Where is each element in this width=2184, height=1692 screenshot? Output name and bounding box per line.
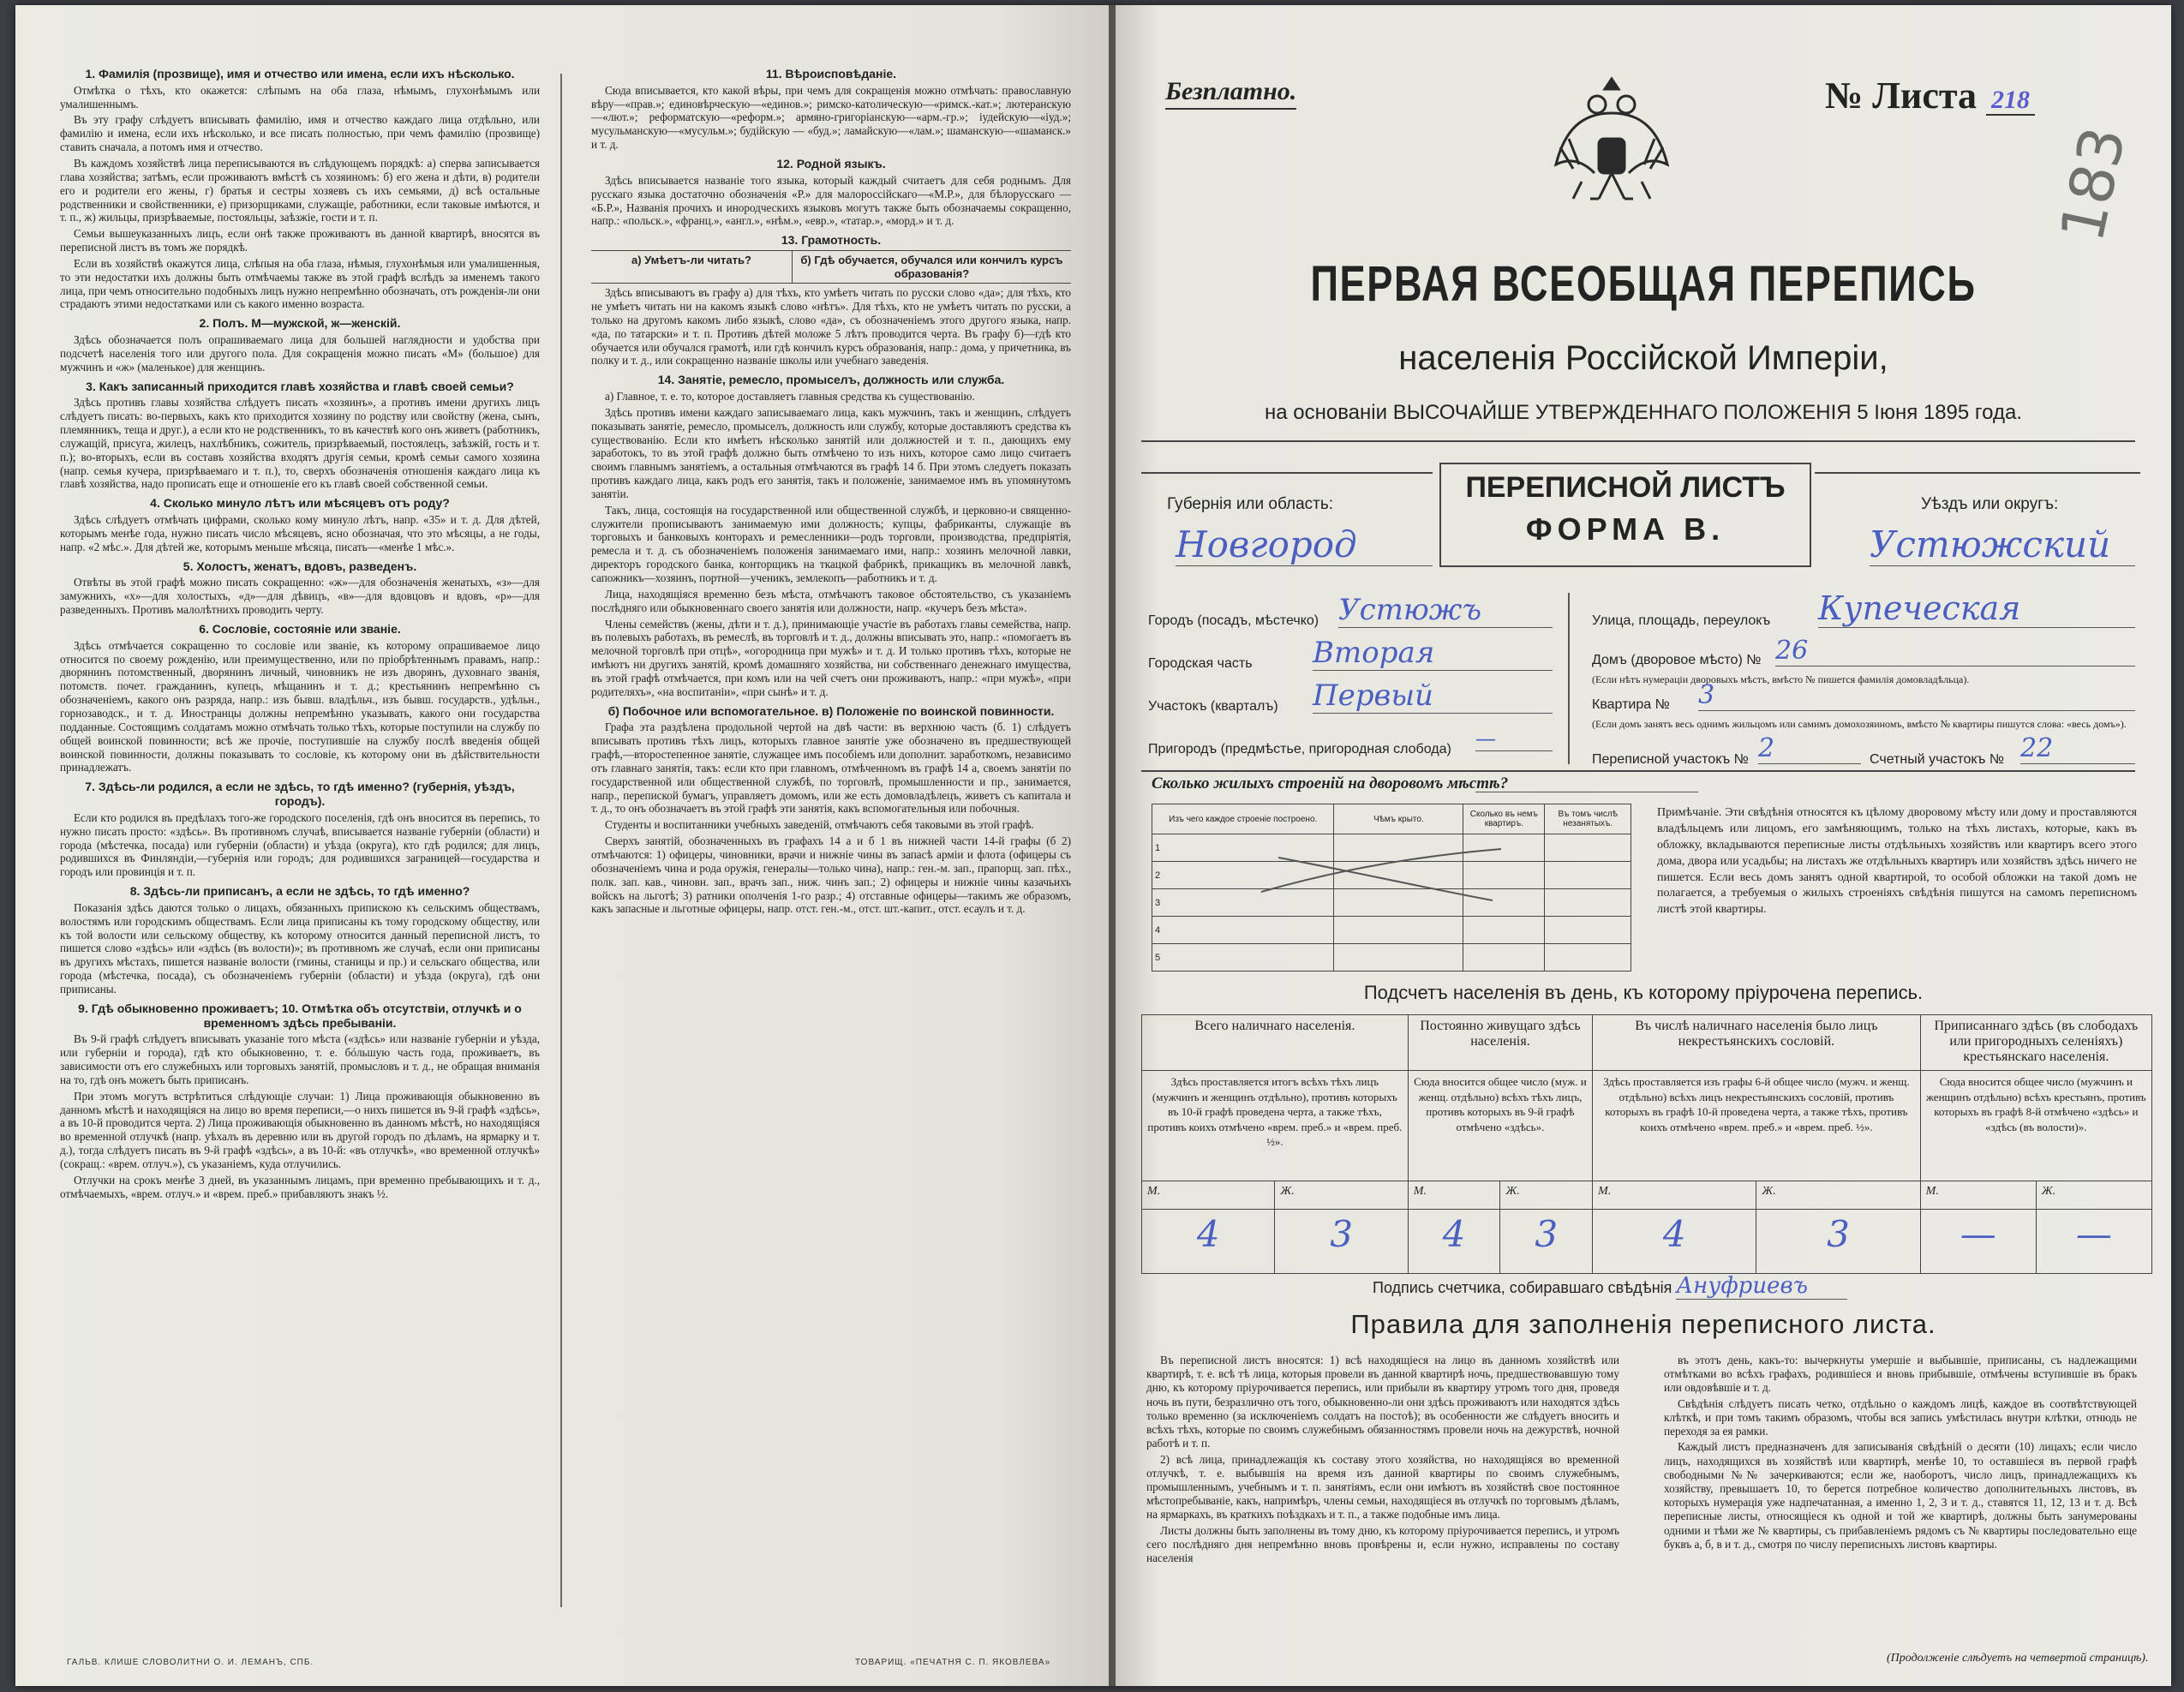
instruction-paragraph: Здѣсь противъ имени каждаго записываемаго лица, какъ мужчинъ, такъ и женщинъ, слѣдуетъ показывать занятіе, ремесло, промыселъ, должность или службу, которые доставляютъ средства къ существованію. Если кто имѣетъ нѣсколько занятій или должностей и т. п., дающихъ ему заработокъ, то въ этой графѣ должно быть отмѣчено то изъ нихъ, которое само лицо считаетъ своимъ главнымъ занятіемъ, а остальныя отмѣчаются въ графѣ 14 б. При этомъ следуетъ показать противъ каждаго лица, какъ родъ его занятія, такъ и положеніе, занимаемое имъ въ упомянутомъ занятіи. (591, 405, 1071, 500)
census-sheet-spread (15, 5, 2171, 1686)
female-col: Ж. (1275, 1181, 1408, 1210)
bld-header-vacant: Въ томъ числѣ незанятыхъ. (1545, 804, 1631, 834)
bld-header-flats: Сколько въ немъ квартиръ. (1463, 804, 1545, 834)
rules-title: Правила для заполненія переписного листа. (1350, 1309, 1936, 1339)
instruction-paragraph: Сверхъ занятій, обозначенныхъ въ графахъ 14 а и б 1 въ нижней части 14-й графы (б 2) отмѣчаются: 1) офицеры, чиновники, врачи и нижніе чины въ запасѣ арміи и флота (офицеры съ обозначеніемъ чина и рода оружія, генералы—только чина), напр.: ген.-м. зап., прапорщ. зап. пѣх., полк. зап. кав., чиновн. зап., врачъ зап., ниж. чинъ зап.; 2) офицеры и нижніе чины казачьихъ войскъ на льготѣ; 3) ратники ополченія 1-го разр.; 4) отставные офицеры—такимъ же образомъ, какъ запасные и льготные офицеры, напр. отст. ген.-м., отст. шт.-капит., отст. есаулъ и т. д. (591, 834, 1071, 916)
poll-head-permanent: Постоянно живущаго здѣсь населенія. (1408, 1015, 1592, 1071)
sector-value: Первый (1313, 679, 1553, 714)
instruction-heading: б) Побочное или вспомогательное. в) Положеніе по воинской повинности. (607, 703, 1055, 718)
header-rule (1141, 440, 2135, 442)
count-sector-label: Счетный участокъ № (1870, 752, 2005, 767)
sector-label: Участокъ (кварталъ) (1148, 699, 1278, 714)
poll-desc-non-peasant: Здѣсь проставляется изъ графы 6-й общее число (мужч. и женщ. отдѣльно) всѣхъ лицъ некрестьянскихъ сословій, противъ которыхъ въ графѣ 10-й проведена черта, а также тѣхъ, противъ коихъ отмѣчено «врем. преб.» и «врем. преб. ½». (1593, 1071, 1921, 1181)
bld-row-number: 4 (1152, 917, 1334, 944)
instruction-heading: 3. Какъ записанный приходится главѣ хозяйства и главѣ своей семьи? (86, 379, 514, 393)
enumerator-signature-line (1373, 1273, 1847, 1300)
instruction-paragraph: Отвѣты въ этой графѣ можно писать сокращенно: «ж»—для обозначенія женатыхъ, «з»—для замужнихъ, «х»—для холостыхъ, «д»—для дѣвицъ, «в»—для вдовцовъ и вдовъ, «р»—для разведенныхъ. Противъ малолѣтнихъ проводить черту. (60, 576, 540, 617)
sheet-number (1825, 74, 2035, 117)
instruction-heading: 8. Здѣсь-ли приписанъ, а если не здѣсь, то гдѣ именно? (129, 884, 470, 899)
enumerator-signature: Ануфриевъ (1676, 1273, 1847, 1300)
instruction-heading: 13. Грамотность. (781, 233, 882, 248)
male-col: М. (1142, 1181, 1275, 1210)
form-type: ФОРМА В. (1525, 511, 1726, 547)
continued-note: (Продолженіе слѣдуетъ на четвертой страницѣ). (1887, 1652, 2149, 1665)
flat-note: (Если домъ занятъ весь однимъ жильцомъ или самимъ домохозяиномъ, вмѣсто № квартиры пишутся слова: «весь домъ»). (1592, 718, 2127, 730)
count-sector-value: 22 (2020, 733, 2135, 764)
instruction-paragraph: Такъ, лица, состоящія на государственной или общественной службѣ, и церковно-и священно-служители прописываютъ занимаемую ими должность; купцы, фабриканты, служащіе въ торговыхъ и банковыхъ конторахъ и ремесленники—родъ торговли, производства, предпріятія, ремесла и т. д. съ обозначеніемъ положенія занимаемаго ими, напр.: хозяинъ мелочной лавки, директоръ городского банка, конторщикъ на ткацкой фабрикѣ, прикащикъ въ мелочной лавкѣ, сапожникъ—хозяинъ, портной—ученикъ, землекопъ—работникъ и т. д. (591, 503, 1071, 584)
rule-paragraph: Листы должны быть заполнены въ тому дню, къ которому пріурочивается перепись, и утромъ сего послѣдняго дня непремѣнно вновь провѣрены и, если нужно, исправлены по составу населенія (1146, 1523, 1619, 1565)
bld-header-roof: Чѣмъ крыто. (1334, 804, 1463, 834)
house-label: Домъ (дворовое мѣсто) № (1592, 653, 1762, 667)
guberniya-value: Новгород (1176, 523, 1433, 566)
flat-value: 3 (1698, 680, 2135, 711)
instruction-heading: 6. Сословіе, состояніе или званіе. (199, 621, 401, 636)
instruction-heading: 7. Здѣсь-ли родился, а если не здѣсь, то гдѣ именно? (губернія, уѣздъ, городъ). (85, 780, 515, 809)
literacy-education: б) Гдѣ обучается, обучался или кончилъ курсъ образованія? (800, 253, 1063, 280)
peasant-male-value: — (1920, 1210, 2036, 1274)
instruction-paragraph: Здѣсь противъ главы хозяйства слѣдуетъ писать «хозяинъ», а противъ имени другихъ лицъ слѣдуетъ писать: во-первыхъ, какъ кто приходится хозяину по родству или свойству (жена, сынъ, племянникъ, теща и друг.), а если кто не родственникъ, то въ качествѣ кого онъ живетъ (работникъ, служащій, присуга, жилецъ, нахлѣбникъ, сожитель, призрѣваемый, постоялецъ, заѣзжій, гость и т. п.); во-вторыхъ, если въ составъ хозяйства входятъ другія семьи, кромѣ семьи самого хозяина (напр. семья кучера, призрѣваемаго и т. п.), то, сверхъ обозначенія отношенія каждаго лица къ главѣ хозяйства, надо прописать еще и отношеніе его къ главѣ своей собственной семьи. (60, 396, 540, 491)
uezd-label: Уѣздъ или округъ: (1921, 495, 2059, 513)
instruction-heading: 4. Сколько минуло лѣтъ или мѣсяцевъ отъ роду? (150, 496, 450, 511)
buildings-note: Примѣчаніе. Эти свѣдѣнія относятся къ цѣлому дворовому мѣсту или дому и проставляются владѣльцемъ или лицомъ, его замѣняющимъ, только на тѣхъ листахъ, которые, какъ въ обложку, вкладываются переписные листы отдѣльныхъ хозяйствъ или квартиръ всего этого дома, двора или усадьбы; на листахъ же отдѣльныхъ квартиръ или хозяйствъ здѣсь ничего не пишется. Если весь домъ занятъ одной квартирой, то особой обложки на такой домъ не полагается, а требуемыя о жилыхъ строеніяхъ свѣдѣнія пишутся на самомъ переписномъ листѣ этой квартиры. (1657, 806, 2137, 917)
instruction-heading: 1. Фамилія (прозвище), имя и отчество или имена, если ихъ нѣсколько. (85, 67, 515, 81)
literacy-can-read: а) Умѣетъ-ли читать? (591, 251, 793, 283)
non-peasant-male-value: 4 (1593, 1210, 1756, 1274)
address-divider (1568, 593, 1570, 764)
city-value: Устюжъ (1338, 593, 1553, 628)
census-decree-line: на основаніи ВЫСОЧАЙШЕ УТВЕРЖДЕННАГО ПОЛОЖЕНІЯ 5 Іюня 1895 года. (1264, 401, 2022, 424)
instruction-paragraph: Здѣсь обозначается полъ опрашиваемаго лица для большей наглядности и удобства при подсчетѣ населенія того или другого пола. Для сокращенія можно писать «М» (большое) для мужчинъ и «ж» (маленькое) для женщинъ. (60, 333, 540, 374)
census-title: ПЕРВАЯ ВСЕОБЩАЯ ПЕРЕПИСЬ (1310, 256, 1977, 312)
pencil-archive-number: 183 (2046, 121, 2139, 248)
buildings-question: Сколько жилыхъ строеній на дворовомъ мѣстѣ? (1152, 774, 1509, 792)
poll-desc-peasant: Сюда вносится общее число (мужчинъ и женщинъ отдѣльно) всѣхъ крестьянъ, противъ которыхъ въ графѣ 8-й отмѣчено «здѣсь» и «здѣсь (въ волости)». (1920, 1071, 2151, 1181)
instruction-heading: 11. Вѣроисповѣданіе. (765, 67, 897, 81)
city-part-label: Городская часть (1148, 656, 1253, 671)
uezd-value: Устюжский (1870, 523, 2135, 566)
instruction-paragraph: Въ каждомъ хозяйствѣ лица переписываются въ слѣдующемъ порядкѣ: а) сперва записывается глава хозяйства; затѣмъ, если проживаютъ вмѣстѣ съ хозяиномъ: б) его жена и дѣти, в) родители его и родители его жены, г) братья и сестры хозяевъ съ ихъ семьями, д) всѣ остальные родственники и свойственники, е) призорщиками, служащіе, работники, если таковые имѣются, и т. п., ж) жильцы, призрѣваемые, постояльцы, заѣзжіе, гости и т. п. (60, 157, 540, 224)
column-divider (560, 74, 562, 1607)
guberniya-label: Губернія или область: (1167, 495, 1334, 513)
instruction-paragraph: Сюда вписывается, кто какой вѣры, при чемъ для сокращенія можно отмѣчать: православную вѣру—«прав.»; единовѣрческую—«единов.»; римско-католическую—«римск.-кат.»; лютеранскую—«лют.»; реформатскую—«реформ.»; армяно-григоріанскую—«арм.-гр.»; іудейскую—«іуд.»; мусульманскую—«мусульм.»; будійскую — «буд.»; ламайскую—«лам.»; шаманскую—«шаманск.» и т. д. (591, 83, 1071, 152)
permanent-male-value: 4 (1408, 1210, 1500, 1274)
total-female-value: 3 (1275, 1210, 1408, 1274)
instruction-heading: 14. Занятіе, ремесло, промыселъ, должность или служба. (657, 373, 1005, 387)
enumerator-signature-label: Подпись счетчика, собиравшаго свѣдѣнія (1373, 1279, 1672, 1296)
imperial-eagle-emblem (1547, 70, 1676, 224)
bld-header-material: Изъ чего каждое строеніе построено. (1152, 804, 1334, 834)
instruction-paragraph: Лица, находящіяся временно безъ мѣста, отмѣчаютъ таковое обстоятельство, съ указаніемъ послѣдняго или обыкновеннаго своего занятія или должности, напр. «кучеръ безъ мѣста». (591, 587, 1071, 614)
rule-paragraph: Каждый листъ предназначенъ для записыванія свѣдѣній о десяти (10) лицахъ; если число лицъ, находящихся въ хозяйствѣ или квартирѣ, менѣе 10, то оставшіеся въ первой графѣ свободными №№ зачеркиваются; если же, наоборотъ, число лицъ, принадлежащихъ къ хозяйству, превышаетъ 10, то берется потребное количество дополнительныхъ листовъ, въ которыхъ нумерація уже надпечатанная, а именно 1, 2, 3 и т. д., ставятся 11, 12, 13 и т. д. Всѣ переписные листы, относящіеся къ одной и той же квартирѣ, должны быть занумерованы одними и тѣми же № квартиры, съ прибавленіемъ рядомъ съ № квартиры последовательно еще буквъ а, б, в и т. д., смотря по числу переписныхъ листовъ квартиры. (1664, 1440, 2137, 1551)
house-value: 26 (1775, 636, 2135, 667)
census-sector-value: 2 (1758, 733, 1861, 764)
poll-head-peasant: Приписаннаго здѣсь (въ слободахъ или пригородныхъ селеніяхъ) крестьянскаго населенія. (1920, 1015, 2151, 1071)
address-rule (1141, 770, 2135, 772)
instruction-paragraph: Здѣсь вписывается названіе того языка, который каждый считаетъ для себя роднымъ. Для русскаго языка достаточно обозначенія «Р.» для малороссійскаго—«М.Р.», для бѣлорусскаго — «Б.Р.», Названія прочихъ и инородческихъ языковъ могутъ также быть обозначаемы сокращенно, напр.: «польск.», «франц.», «англ.», «нѣм.», «евр.», «татар.», «морд.» и т. д. (591, 173, 1071, 228)
imprint-right: ТОВАРИЩ. «ПЕЧАТНЯ С. П. ЯКОВЛЕВА» (855, 1658, 1051, 1667)
book-gutter (1109, 5, 1116, 1686)
poll-desc-permanent: Сюда вносится общее число (муж. и женщ. отдѣльно) всѣхъ тѣхъ лицъ, противъ которыхъ въ 9-й графѣ отмѣчено «здѣсь». (1408, 1071, 1592, 1181)
census-sector-label: Переписной участокъ № (1592, 752, 1749, 767)
census-form-page (1116, 5, 2171, 1686)
instruction-paragraph: Графа эта раздѣлена продольной чертой на двѣ части: въ верхнюю часть (б. 1) слѣдуетъ вписывать противъ тѣхъ лицъ, которыхъ главное занятіе уже обозначено въ предшествующей графѣ,—второстепенное занятіе, служащее имъ пособіемъ или дополнит. заработкомъ, независимо отъ главнаго занятія, такъ: если кто при главномъ, отмѣченномъ въ графѣ 14 а, своемъ занятіи по государственной или общественной службѣ, по торговлѣ, промышленности и пр., занимается, напр., перепиской бумагъ, управляетъ домомъ, или же есть домовладѣлецъ, живетъ съ капитала и т. д., то онъ обозначаетъ въ этой графѣ эти занятія, какъ вспомогательныя или побочныя. (591, 720, 1071, 816)
flat-label: Квартира № (1592, 697, 1670, 712)
population-count-table (1141, 1014, 2152, 1274)
peasant-female-value: — (2036, 1210, 2151, 1274)
instruction-heading: 9. Гдѣ обыкновенно проживаетъ; 10. Отмѣтка объ отсутствіи, отлучкѣ и о временномъ здѣсь пребываніи. (78, 1001, 522, 1030)
house-note: (Если нѣтъ нумераціи дворовыхъ мѣстъ, вмѣсто № пишется фамилія домовладѣльца). (1592, 673, 1970, 685)
rules-column-2 (1664, 1354, 2137, 1553)
instruction-paragraph: Здѣсь слѣдуетъ отмѣчать цифрами, сколько кому минуло лѣтъ, напр. «35» и т. д. Для дѣтей, которымъ менѣе года, нужно писать число мѣсяцевъ, ясно обозначая, что это мѣсяцы, а не годы, напр. «2 мѣс.». Для дѣтей же, которымъ меньше мѣсяца, писать—«менѣе 1 мѣс.». (60, 513, 540, 553)
suburb-label: Пригородъ (предмѣстье, пригородная слобода) (1148, 742, 1451, 756)
city-label: Городъ (посадъ, мѣстечко) (1148, 613, 1319, 628)
rule-paragraph: 2) всѣ лица, принадлежащія къ составу этого хозяйства, но находящіяся во временной отлучкѣ, т. е. выбывшія на время изъ данной квартиры по своимъ служебнымъ, промышленнымъ, учебнымъ и т. п. занятіямъ, если они имѣютъ въ хозяйствѣ свое постоянное мѣстопребываніе, какъ, напримѣръ, члены семьи, находящіеся въ отлучкѣ по торговымъ дѣламъ, на ярмаркахъ, въ краткихъ поѣздкахъ и т. п., а также подобные имъ лица. (1146, 1452, 1619, 1522)
male-col: М. (1408, 1181, 1500, 1210)
literacy-subheadings (591, 250, 1071, 284)
sheet-number-label: № Листа (1825, 75, 1978, 117)
instruction-paragraph: Въ эту графу слѣдуетъ вписывать фамилію, имя и отчество каждаго лица отдѣльно, или фамилію и имена, если ихъ нѣсколько, и все писать полностью, при чемъ фамилію (прозвище) ставить сначала, а потомъ имя и отчество. (60, 113, 540, 154)
form-title: ПЕРЕПИСНОЙ ЛИСТЪ (1465, 471, 1786, 504)
instruction-paragraph: Въ 9-й графѣ слѣдуетъ вписывать указаніе того мѣста («здѣсь» или названіе губерніи и уѣзда, или губерніи и города), гдѣ кто обыкновенно, т. е. бóльшую часть года, проживаетъ, въ зависимости отъ его служебныхъ или торговыхъ занятій, промысловъ и т. д., не обращая вниманія на то, гдѣ онъ можетъ быть приписанъ. (60, 1032, 540, 1086)
instruction-heading: 12. Родной языкъ. (776, 157, 886, 171)
uezd-bracket (1815, 472, 2140, 474)
instructions-column-1 (60, 62, 540, 1203)
guberniya-bracket (1141, 472, 1433, 474)
population-count-title: Подсчетъ населенія въ день, къ которому пріурочена перепись. (1363, 982, 1924, 1003)
rule-paragraph: въ этотъ день, какъ-то: вычеркнуты умершіе и выбывшіе, приписаны, съ надлежащими отмѣтками во всѣхъ графахъ, родившіеся и вновь прибывшіе, отмѣчены вступившіе въ бракъ или овдовѣвшіе и т. д. (1664, 1354, 2137, 1395)
instruction-paragraph: Если кто родился въ предѣлахъ того-же городского поселенія, гдѣ онъ вносится въ перепись, то нужно писать просто: «здѣсь». Въ противномъ случаѣ, вписывается названіе губерніи (области) и города (мѣстечка, посада) или губерніи (области) и уѣзда (округа), кто гдѣ родился; для лицъ, родившихся въ Финляндіи,—губернія или городъ; для родившихся заграницей—государства и городъ или провинція и т. п. (60, 810, 540, 879)
bld-row-number: 3 (1152, 889, 1334, 917)
instruction-paragraph: Семьи вышеуказанныхъ лицъ, если онѣ также проживаютъ въ данной квартирѣ, вносятся въ переписной листъ въ томъ же порядкѣ. (60, 227, 540, 254)
instruction-paragraph: Показанія здѣсь даются только о лицахъ, обязанныхъ припискою къ сельскимъ обществамъ, волостямъ или городскимъ обществамъ. Если лица приписаны къ тому городскому обществу, или къ той волости или сельскому обществу, къ которому относится данный переписной листъ, то пишется слово «здѣсь» или «здѣсь (въ волости)»; въ противномъ же случаѣ, если они приписаны въ другихъ мѣстахъ, пишется названіе волости (гмины, станицы и пр.) и сельскаго общества, или города (мѣстечка, посада), съ обозначеніемъ губерніи (области) и уѣзда (округа), гдѣ они приписаны. (60, 900, 540, 995)
rule-paragraph: Въ переписной листъ вносятся: 1) всѣ находящіеся на лицо въ данномъ хозяйствѣ или квартирѣ, т. е. всѣ тѣ лица, которыя провели въ данной квартирѣ ночь, предшествовавшую тому дню, къ которому пріурочивается перепись, или прибыли въ квартиру утромъ того дня, проведя ночь въ пути, безразлично отъ того, обыкновенно-ли они здѣсь проживаютъ или находятся здѣсь только временно (за исключеніемъ солдатъ на постоѣ); въ особенности же слѣдуетъ вносить и всѣхъ тѣхъ, которые по своимъ служебнымъ обязанностямъ провели ночь на дежурствѣ, ночной работѣ и т. п. (1146, 1354, 1619, 1450)
sheet-number-value: 218 (1986, 86, 2035, 116)
instruction-paragraph: Студенты и воспитанники учебныхъ заведеній, отмѣчаютъ себя таковыми въ этой графѣ. (605, 818, 1034, 832)
bld-row-number: 5 (1152, 944, 1334, 972)
table-row (1152, 944, 1631, 972)
city-part-value: Вторая (1313, 636, 1553, 671)
permanent-female-value: 3 (1500, 1210, 1593, 1274)
table-row (1152, 917, 1631, 944)
instruction-paragraph: Члены семействъ (жены, дѣти и т. д.), принимающіе участіе въ работахъ главы семейства, напр. въ полевыхъ работахъ, въ ремеслѣ, въ торговлѣ и т. д., должны вписывать это, напр.: «помогаетъ въ мелочной торговлѣ при отцѣ», «огородница при мужѣ» и т. д. И только противъ тѣхъ, которые не имѣютъ ни другихъ занятій, кромѣ домашняго хозяйства, ни собственнаго денежнаго имущества, въ этой графѣ отмѣчается, при комъ или на чей счетъ они проживаютъ, напр.: «при мужѣ», «при родителяхъ», «на воспитаніи», «при сынѣ» и т. д. (591, 617, 1071, 698)
poll-head-non-peasant: Въ числѣ наличнаго населенія было лицъ некрестьянскихъ сословій. (1593, 1015, 1921, 1071)
instruction-paragraph: Отлучки на срокъ менѣе 3 дней, въ указаннымъ лицамъ, при временно пребывающихъ и т. д., отмѣчаемыхъ, «врем. отлуч.» и «врем. преб.» прибавляютъ знакъ ½. (60, 1173, 540, 1200)
instruction-paragraph: Если въ хозяйствѣ окажутся лица, слѣпыя на оба глаза, нѣмыя, глухонѣмыя или умалишенныя, то эти недостатки ихъ должны быть отмѣчаемы также въ этой графѣ вслѣдъ за именемъ такого лица, при чемъ относительно подобныхъ лицъ нужно непремѣнно обозначать, отъ рожденія-ли они страдаютъ этими недостатками или съ какого именно возраста. (60, 256, 540, 311)
instruction-heading: 2. Полъ. М—мужской, ж—женскій. (199, 316, 401, 331)
poll-head-total: Всего наличнаго населенія. (1142, 1015, 1409, 1071)
instruction-heading: 5. Холостъ, женатъ, вдовъ, разведенъ. (182, 559, 417, 573)
buildings-crossed-out-mark (1253, 840, 1510, 909)
street-label: Улица, площадь, переулокъ (1592, 613, 1771, 628)
census-subtitle: населенія Россійской Имперіи, (1398, 339, 1888, 377)
instruction-paragraph: Здѣсь вписываютъ въ графу а) для тѣхъ, кто умѣетъ читать по русски слово «да»; для тѣхъ, кто не умѣетъ читать ни на какомъ языкѣ слово «нѣтъ». Для тѣхъ, кто не умѣетъ читать по русски, а только на другомъ какомъ либо языкѣ, слово «да», съ обозначеніемъ этого другого языка, напр. «да, по татарски» и т. п. Противъ дѣтей моложе 5 лѣтъ проводится черта. Въ графу б)—гдѣ кто обучается или обучался грамотѣ, или гдѣ кончилъ курсъ образованія, напр.: дома, у причетника, въ полку и т. д., или сокращенно названіе школы или учебнаго заведенія. (591, 286, 1071, 368)
form-title-box (1439, 463, 1811, 567)
instruction-paragraph: Отмѣтка о тѣхъ, кто окажется: слѣпымъ на оба глаза, нѣмымъ, глухонѣмымъ или умалишеннымъ. (60, 83, 540, 111)
street-value: Купеческая (1818, 589, 2135, 628)
female-col: Ж. (1756, 1181, 1920, 1210)
total-male-value: 4 (1142, 1210, 1275, 1274)
female-col: Ж. (2036, 1181, 2151, 1210)
instruction-paragraph: а) Главное, т. е. то, которое доставляетъ главныя средства къ существованію. (605, 390, 975, 404)
non-peasant-female-value: 3 (1756, 1210, 1920, 1274)
instructions-page (15, 5, 1109, 1686)
instruction-paragraph: При этомъ могутъ встрѣтиться слѣдующіе случаи: 1) Лица проживающія обыкновенно въ данномъ мѣстѣ и находящіяся на лицо во время переписи,—о нихъ пишется въ 9-й графѣ «здѣсь», а въ 10-й проводится черта. 2) Лица проживающія обыкновенно въ данномъ мѣстѣ, но находящіяся во временной отлучкѣ (напр. уѣхалъ въ деревню или въ другой городъ по дѣламъ, на ярмарку и т. д.), тогда слѣдуетъ писать въ 9-й графѣ «здѣсь», а въ 10-й: «въ отлучкѣ», «во временной отлучкѣ» (сокращ.: «врем. отлуч.»), съ указаніемъ, куда отлучились. (60, 1089, 540, 1170)
bld-row-number: 2 (1152, 862, 1334, 889)
rules-column-1 (1146, 1354, 1619, 1567)
female-col: Ж. (1500, 1181, 1593, 1210)
male-col: М. (1593, 1181, 1756, 1210)
instructions-column-2 (591, 62, 1071, 918)
instruction-paragraph: Здѣсь отмѣчается сокращенно то сословіе или званіе, къ которому опрашиваемое лицо относится по своему рожденію, или преимущественно, или по пріобрѣтеннымъ правамъ, напр.: дворянинъ потомственный, дворянинъ личный, чиновникъ не изъ дворянъ, духовнаго званія, потомств. почет. гражданинъ, купецъ, мѣщанинъ и т. д.; крестьянинъ непремѣнно съ обозначеніемъ, какого онъ разряда, напр.: изъ бывш. владѣльч., изъ бывш. государств., удѣльн., горнозаводск., и т. д. Иностранцы должны непремѣнно указывать, какого они государства подданные. Состоящимъ солдатамъ можно отмѣчать только тѣхъ, которые поступили на службу по общей воинской повинности; всѣ же прочіе, поступившіе на службу послѣ введенія общей воинской повинности, должны показывать то сословіе, къ которому они въ дѣйствительности принадлежатъ. (60, 638, 540, 774)
free-of-charge-label: Безплатно. (1165, 77, 1296, 110)
male-col: М. (1920, 1181, 2036, 1210)
suburb-value: — (1475, 726, 1553, 751)
poll-desc-total: Здѣсь проставляется итогъ всѣхъ тѣхъ лицъ (мужчинъ и женщинъ отдѣльно), противъ которыхъ въ 10-й графѣ проведена черта, а также тѣхъ, противъ коихъ отмѣчено «врем. преб.» и «врем. преб. ½». (1142, 1071, 1409, 1181)
imprint-left: ГАЛЬВ. КЛИШЕ СЛОВОЛИТНИ О. И. ЛЕМАНЪ, СПБ. (67, 1658, 314, 1667)
bld-row-number: 1 (1152, 834, 1334, 862)
rule-paragraph: Свѣдѣнія слѣдуетъ писать четко, отдѣльно о каждомъ лицѣ, каждое въ соотвѣтствующей клѣткѣ, и при томъ такимъ образомъ, чтобы вся запись умѣстилась внутри клѣтки, отнюдь не переходя за ея рамки. (1664, 1396, 2137, 1438)
